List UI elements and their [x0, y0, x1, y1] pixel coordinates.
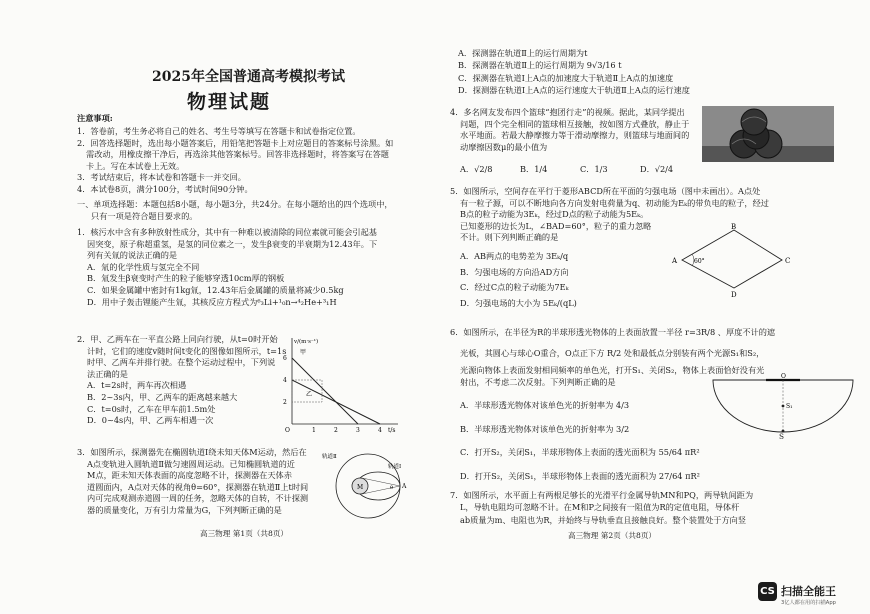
- notice-line: 1．答卷前，考生务必将自己的姓名、考生号等填写在答题卡和试卷指定位置。: [77, 126, 361, 136]
- x-tick-label: 4: [378, 427, 382, 434]
- section-line: 一、单项选择题：本题包括8小题，每小题3分，共24分。在每小题给出的四个选项中，: [77, 199, 393, 209]
- q7-stem-line: ab质量为m、电阻也为R，并始终与导轨垂直且接触良好。整个装置处于方向竖: [460, 514, 747, 525]
- section-line: 只有一项是符合题目要求的。: [91, 210, 198, 221]
- question-3: [77, 447, 327, 517]
- q3-option-d: D．探测器在轨道Ⅰ上A点的运行速度大于轨道Ⅱ上A点的运行速度: [458, 85, 690, 96]
- notice-line: 需改动，用橡皮擦干净后，再选涂其他答案标号。回答非选择题时，将答案写在答题: [86, 149, 389, 160]
- label-s1: S₁: [786, 403, 793, 410]
- q6-option-d: D．打开S₂，关闭S₁，半球形物体上表面的透光面积为 27/64 πR²: [460, 470, 700, 481]
- q5-rhombus-figure: [670, 222, 800, 298]
- notice-line: 卡上。写在本试卷上无效。: [86, 160, 185, 171]
- q1-option-b: B．氚发生β衰变时产生的粒子能够穿透10cm厚的钢板: [87, 273, 285, 284]
- angle-label: 60°: [694, 258, 705, 265]
- x-tick-label: 1: [312, 427, 316, 434]
- q5-option-b: B．匀强电场的方向沿AD方向: [460, 266, 569, 277]
- q6-options: [460, 394, 720, 488]
- y-tick-label: 4: [283, 377, 287, 384]
- notice-line: 2．回答选择题时，选出每小题答案后，用铅笔把答题卡上对应题目的答案标号涂黑。如: [77, 137, 394, 148]
- camscanner-icon: CS: [758, 582, 777, 601]
- q2-stem-line: 法正确的是: [87, 368, 128, 379]
- notice-line: 4．本试卷8页，满分100分，考试时间90分钟。: [77, 183, 253, 194]
- q4-option-a: A．√2/8: [460, 164, 493, 174]
- q6-stem-line: 光板，其圆心与球心O重合，O点正下方 R/2 处和最低点分别装有两个光源S₁和S₂，: [460, 348, 765, 358]
- q3-option-b: B．探测器在轨道Ⅱ上的运行周期为 9√3/16 t: [458, 60, 622, 71]
- line-yi: [292, 380, 380, 424]
- vertex-c: C: [785, 257, 791, 265]
- q1-stem-line: 1．核污水中含有多种放射性成分，其中有一种难以被清除的同位素就可能会引起基: [77, 227, 377, 237]
- vertex-d: D: [731, 291, 737, 298]
- page-footer: 高三物理 第1页（共8页）: [200, 529, 289, 538]
- x-tick-label: O: [285, 427, 290, 434]
- q5-option-d: D．匀强电场的大小为 5Eₖ/(qL): [460, 297, 577, 308]
- y-tick-label: 6: [283, 355, 287, 362]
- question-2: [77, 334, 297, 427]
- label-s2: S: [779, 432, 784, 441]
- q5-stem-line: B点的粒子动能为3Eₖ，经过D点的粒子动能为5Eₖ。: [460, 209, 649, 220]
- q4-option-c: C．1/3: [580, 164, 608, 174]
- camscanner-name: 扫描全能王: [781, 585, 836, 598]
- section1-intro: [77, 199, 437, 222]
- question-5: [450, 186, 865, 244]
- line-jia: [292, 358, 358, 424]
- q2-stem-line: 2．甲、乙两车在一平直公路上同向行驶，从t=0时开始: [77, 334, 278, 344]
- q1-option-c: C．如果金属罐中密封有1kg氚，12.43年后金属罐的质量将减少0.5kg: [87, 284, 344, 295]
- q4-stem-line: 水平地面。若最大静摩擦力等于滑动摩擦力，则篮球与地面间的: [460, 130, 690, 141]
- q4-stem-line: 动摩擦因数μ的最小值为: [460, 141, 548, 152]
- question-1: [77, 227, 437, 308]
- notice-heading: 注意事项:: [77, 113, 113, 123]
- q5-stem-line: 已知菱形的边长为L，∠BAD=60°，粒子的重力忽略: [460, 220, 652, 231]
- x-axis-label: t/s: [388, 427, 396, 434]
- q7-stem-line: L，导轨电阻均可忽略不计。在M和P之间接有一阻值为R的定值电阻，导体杆: [460, 502, 740, 513]
- y-tick-label: 2: [283, 399, 287, 406]
- q6-stem-line: 射出，不考虑二次反射。下列判断正确的是: [460, 377, 616, 387]
- basketball: [741, 109, 767, 135]
- label-o: O: [781, 373, 786, 380]
- q3-option-a: A．探测器在轨道Ⅱ上的运行周期为t: [458, 48, 588, 58]
- q5-stem-line: 5．如图所示，空间存在平行于菱形ABCD所在平面的匀强电场（图中未画出）。A点处: [450, 186, 761, 196]
- camscanner-tagline: 3亿人都在用的扫描App: [781, 600, 836, 606]
- q1-stem-line: 因突变，原子称超重氢，是氢的同位素之一，发生β衰变的半衰期为12.43年。下: [87, 238, 378, 249]
- q5-options: [460, 249, 690, 311]
- q6-option-a: A．半球形透光物体对该单色光的折射率为 4/3: [460, 400, 630, 410]
- q6-option-c: C．打开S₂，关闭S₁，半球形物体上表面的透光面积为 55/64 πR²: [460, 447, 700, 457]
- question-7: [450, 489, 865, 526]
- q3-stem-line: 3．如图所示，探测器先在椭圆轨道Ⅰ绕未知天体M运动，然后在: [77, 447, 307, 457]
- label-orbit-1: 轨道Ⅰ: [388, 464, 402, 470]
- notice-list: [77, 126, 437, 196]
- basketballs-photo: [702, 106, 834, 162]
- label-angle: θ: [390, 485, 394, 491]
- y-axis-label: v/(m·s⁻¹): [294, 339, 319, 345]
- q2-stem-line: 计时，它们的速度v随时间t变化的图像如图所示，t=1s: [87, 345, 287, 356]
- q2-option-d: D．0~4s内，甲、乙两车相遇一次: [87, 415, 214, 426]
- q5-option-a: A．AB两点的电势差为 3Eₖ/q: [460, 251, 569, 261]
- q4-stem-line: 4．多名网友发布四个篮球“抱团行走”的视频。据此，某同学提出: [450, 107, 685, 117]
- q6-hemisphere-figure: [708, 372, 858, 434]
- label-orbit-2: 轨道Ⅱ: [322, 454, 337, 460]
- q4-option-d: D．√2/4: [640, 164, 674, 174]
- q3-options: [458, 47, 858, 97]
- q3-stem-line: 内可完成观测赤道圆一周的任务，忽略天体的自转，不计探测: [87, 493, 309, 504]
- q1-stem-line: 列有关氚的说法正确的是: [87, 250, 178, 261]
- exam-title: 2025年全国普通高考模拟考试: [152, 69, 345, 85]
- vertex-b: B: [731, 223, 737, 231]
- camscanner-logo: [758, 580, 866, 610]
- q3-stem-line: 道圆面内，A点对天体的视角θ=60°，探测器在轨道Ⅱ上t时间: [87, 481, 309, 492]
- x-tick-label: 2: [334, 427, 338, 434]
- q2-option-a: A．t=2s时，两车再次相遇: [87, 380, 187, 391]
- q1-option-d: D．用中子轰击锂能产生氚，其核反应方程式为⁶₃Li+¹₀n→⁴₂He+³₁H: [87, 296, 337, 307]
- label-jia: 甲: [300, 349, 307, 356]
- q6-stem-line: 光源向物体上表面发射相同频率的单色光，打开S₁、关闭S₂，物体上表面恰好没有光: [460, 365, 765, 375]
- label-point-a: A: [402, 483, 407, 490]
- subject-title: 物理试题: [187, 91, 272, 113]
- q2-stem-line: 时甲、乙两车并排行驶。在整个运动过程中，下列说: [87, 357, 276, 368]
- vertex-a: A: [672, 257, 678, 265]
- label-yi: 乙: [306, 391, 313, 398]
- q3-option-c: C．探测器在轨道Ⅰ上A点的加速度大于轨道Ⅱ上A点的加速度: [458, 72, 674, 83]
- q4-option-b: B．1/4: [520, 164, 548, 174]
- q6-stem-line: 6．如图所示，在半径为R的半球形透光物体的上表面放置一半径 r=3R/8 、厚度不计的遮: [450, 327, 776, 337]
- page-footer: 高三物理 第2页（共8页）: [568, 531, 657, 540]
- q2-velocity-graph: [280, 334, 405, 434]
- x-tick-label: 3: [356, 427, 360, 434]
- q4-stem-line: 问题，四个完全相同的篮球相互接触，按如图方式叠放，静止于: [460, 118, 690, 129]
- question-4: [450, 107, 740, 153]
- q2-option-b: B．2~3s内，甲、乙两车的距离越来越大: [87, 391, 238, 402]
- q6-option-b: B．半球形透光物体对该单色光的折射率为 3/2: [460, 423, 630, 434]
- light-source-s1: [782, 405, 785, 408]
- q5-stem-line: 有一粒子源，可以不断地向各方向发射电荷量为q、初动能为Eₖ的带负电的粒子，经过: [460, 197, 769, 208]
- q3-stem-line: 器的质量变化，万有引力常量为G，下列判断正确的是: [87, 504, 282, 515]
- q2-option-c: C．t=0s时，乙车在甲车前1.5m处: [87, 403, 216, 414]
- q5-option-c: C．经过C点的粒子动能为7Eₖ: [460, 282, 569, 292]
- q5-stem-line: 不计。则下列判断正确的是: [460, 232, 559, 243]
- notice-line: 3．考试结束后，将本试卷和答题卡一并交回。: [77, 172, 246, 183]
- q3-stem-line: M点，距未知天体表面的高度忽略不计，探测器在天体赤: [87, 470, 292, 481]
- exam-page-2: [440, 0, 870, 614]
- label-planet: M: [357, 484, 364, 491]
- q1-option-a: A．氚的化学性质与氢完全不同: [87, 261, 200, 272]
- q7-stem-line: 7．如图所示，水平面上有两根足够长的光滑平行金属导轨MN和PQ，两导轨间距为: [450, 490, 754, 500]
- q3-orbit-figure: [318, 448, 418, 522]
- q3-stem-line: A点变轨进入圆轨道Ⅱ做匀速圆周运动。已知椭圆轨道的近: [87, 458, 295, 469]
